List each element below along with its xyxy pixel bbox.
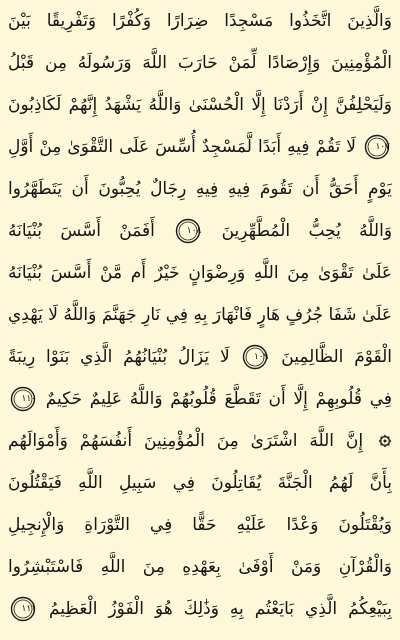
ayah-number: ١٠٨: [186, 226, 202, 236]
verse-text: لَا تَقُمْ فِيهِ أَبَدًا لَّمَسْجِدٌ أُسِّسَ عَلَى التَّقْوَىٰ مِنْ أَوَّلِ: [8, 137, 356, 157]
verse-line: [8, 86, 392, 124]
verse-text: عَلَىٰ تَقْوَىٰ مِنَ اللَّهِ وَرِضْوَانٍ خَيْرٌ أَم مَّنْ أَسَّسَ بُنْيَانَهُ: [8, 263, 392, 283]
verse-text: فِي قُلُوبِهِمْ إِلَّا أَن تَقَطَّعَ قُلُوبُهُمْ وَاللَّهُ عَلِيمٌ حَكِيمٌ: [45, 389, 392, 409]
verse-line: [8, 296, 392, 334]
verse-text: الْقَوْمَ الظَّالِمِينَ: [281, 347, 392, 367]
ayah-end-marker: [10, 386, 36, 412]
verse-text: لَا يَزَالُ بُنْيَانُهُمُ الَّذِي بَنَوْا رِيبَةً: [8, 347, 230, 367]
verse-text: بِأَنَّ لَهُمُ الْجَنَّةَ يُقَاتِلُونَ فِي سَبِيلِ اللَّهِ فَيَقْتُلُونَ: [8, 473, 392, 493]
verse-line: [8, 338, 392, 376]
verse-text: وَاللَّهُ يُحِبُّ الْمُطَّهِّرِينَ: [221, 221, 392, 241]
verse-line: [8, 464, 392, 502]
ayah-end-marker: [10, 596, 36, 622]
verse-line: [8, 2, 392, 40]
verse-line: [8, 380, 392, 418]
verse-line: [8, 548, 392, 586]
ayah-number: ١٠٩: [253, 352, 269, 362]
verse-text: وَالْقُرْآنِ وَمَنْ أَوْفَىٰ بِعَهْدِهِ مِنَ اللَّهِ فَاسْتَبْشِرُوا: [8, 557, 392, 577]
rub-el-hizb-icon: [378, 434, 392, 448]
verse-line: [8, 422, 392, 460]
verse-text: يَوْمٍ أَحَقُّ أَن تَقُومَ فِيهِ فِيهِ رِجَالٌ يُحِبُّونَ أَن يَتَطَهَّرُوا: [8, 179, 392, 199]
ayah-end-marker: [364, 134, 390, 160]
verse-line: [8, 254, 392, 292]
verse-text: وَيُقْتَلُونَ وَعْدًا عَلَيْهِ حَقًّا فِي التَّوْرَاةِ وَالْإِنجِيلِ: [8, 515, 392, 535]
ayah-number: ١١٠: [21, 394, 36, 404]
verse-line: [8, 170, 392, 208]
verse-text: إِنَّ اللَّهَ اشْتَرَىٰ مِنَ الْمُؤْمِنِينَ أَنفُسَهُمْ وَأَمْوَالَهُم: [8, 431, 364, 451]
verse-line: [8, 44, 392, 82]
verse-line: [8, 128, 392, 166]
verse-text: الْمُؤْمِنِينَ وَإِرْصَادًا لِّمَنْ حَارَبَ اللَّهَ وَرَسُولَهُ مِن قَبْلُ: [8, 53, 392, 73]
verse-text: وَلَيَحْلِفُنَّ إِنْ أَرَدْنَا إِلَّا الْحُسْنَىٰ وَاللَّهُ يَشْهَدُ إِنَّهُمْ لَكَاذِبُونَ: [8, 95, 392, 115]
verse-line: [8, 212, 392, 250]
verse-line: [8, 506, 392, 544]
ayah-end-marker: [175, 218, 201, 244]
verse-text: عَلَىٰ شَفَا جُرُفٍ هَارٍ فَانْهَارَ بِهِ فِي نَارِ جَهَنَّمَ وَاللَّهُ لَا يَهْدِي: [8, 305, 392, 325]
ayah-number: ١١١: [21, 604, 36, 614]
ayah-end-marker: [242, 344, 268, 370]
verse-text: أَفَمَنْ أَسَّسَ بُنْيَانَهُ: [8, 221, 155, 241]
ayah-number: ١٠٧: [375, 142, 391, 152]
verse-text: وَالَّذِينَ اتَّخَذُوا مَسْجِدًا ضِرَارًا وَكُفْرًا وَتَفْرِيقًا بَيْنَ: [8, 11, 392, 31]
verse-line: [8, 590, 392, 628]
verse-text: بِبَيْعِكُمُ الَّذِي بَايَعْتُم بِهِ وَذَٰلِكَ هُوَ الْفَوْزُ الْعَظِيمُ: [48, 599, 392, 619]
